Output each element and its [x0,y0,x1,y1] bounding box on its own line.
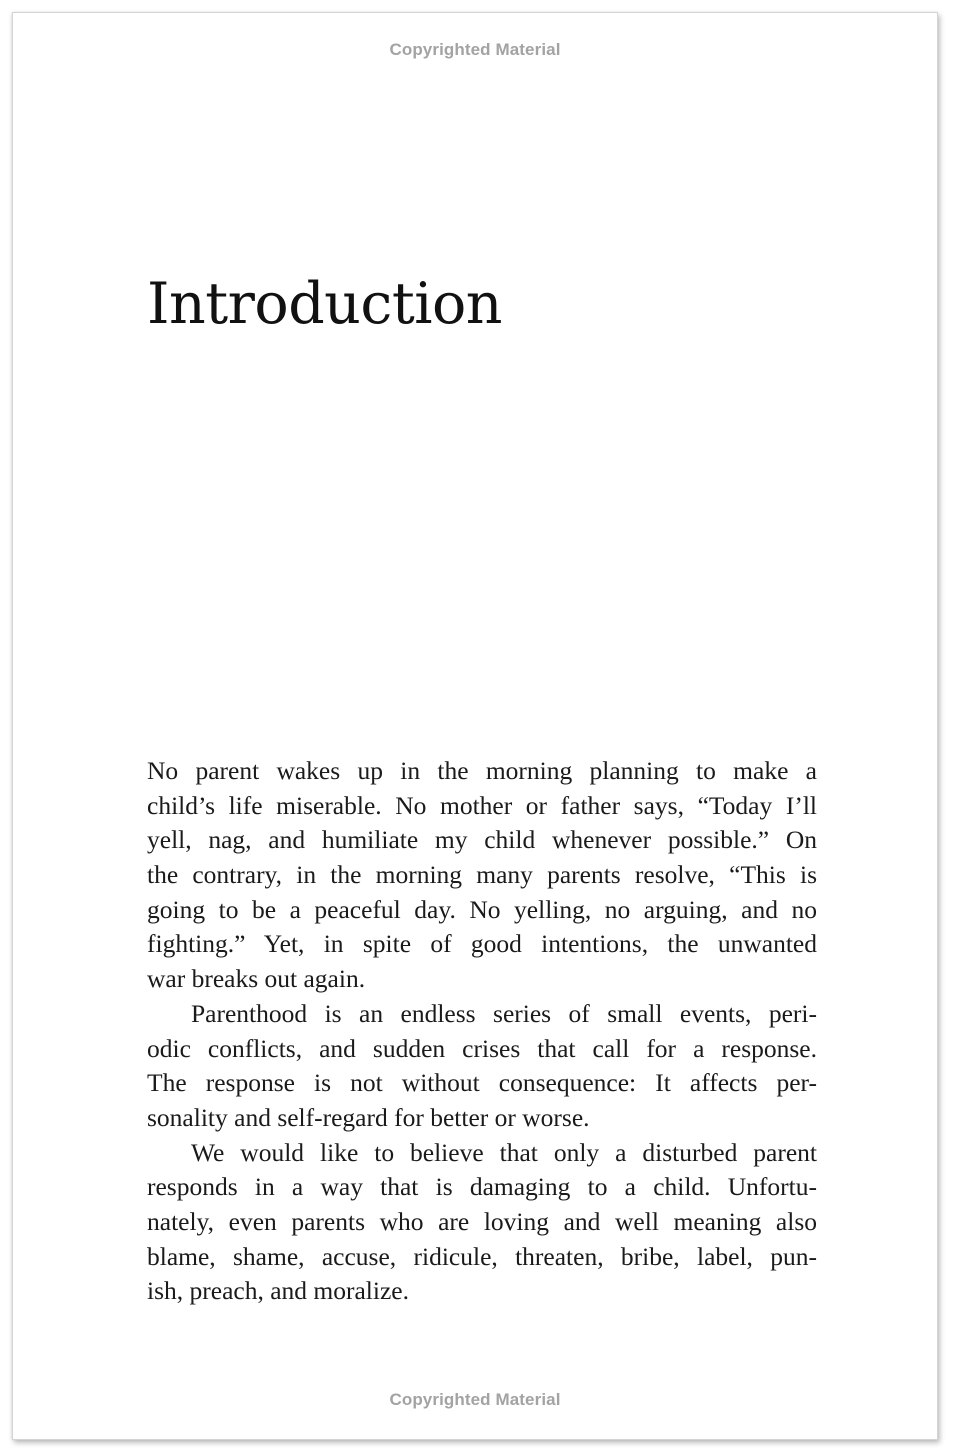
paragraph-3 [147,1136,817,1309]
text-line: No parent wakes up in the morning planning to make a [147,756,817,785]
text-line: fighting.” Yet, in spite of good intentions, the unwanted [147,929,817,959]
paragraph-1 [147,754,817,997]
text-line: Parenthood is an endless series of small events, peri- [191,998,817,1028]
copyright-watermark-bottom: Copyrighted Material [389,1390,561,1409]
paragraph-2 [147,997,817,1136]
chapter-title: Introduction [147,271,502,337]
text-line: We would like to believe that only a disturbed parent [191,1137,817,1167]
book-page [12,12,938,1440]
text-line: sonality and self-regard for better or worse. [147,1102,590,1132]
text-line: The response is not without consequence: It affects per- [147,1068,817,1098]
text-line: yell, nag, and humiliate my child whenever possible.” On [147,825,817,855]
text-line: child’s life miserable. No mother or father says, “Today I’ll [147,790,817,820]
text-line: responds in a way that is damaging to a child. Unfortu- [147,1172,817,1202]
copyright-watermark-top: Copyrighted Material [389,40,561,59]
body-text [147,754,817,1309]
text-line: going to be a peaceful day. No yelling, no arguing, and no [147,894,817,924]
text-line: nately, even parents who are loving and well meaning also [147,1206,817,1236]
text-line: odic conflicts, and sudden crises that call for a response. [147,1033,817,1063]
text-line: war breaks out again. [147,964,366,994]
text-line: ish, preach, and moralize. [147,1276,409,1306]
text-line: the contrary, in the morning many parents resolve, “This is [147,860,817,890]
text-line: blame, shame, accuse, ridicule, threaten, bribe, label, pun- [147,1241,817,1271]
